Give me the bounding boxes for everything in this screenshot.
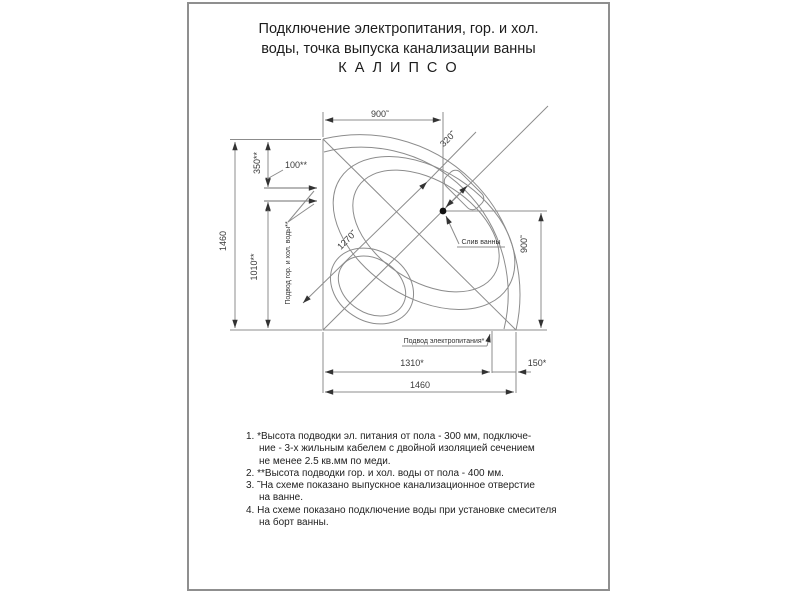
dim-text-left-total: 1460 <box>218 230 228 252</box>
seat-outer-outline <box>316 233 428 340</box>
title-line-2: воды, точка выпуска канализации ванны <box>261 40 536 57</box>
tub-axis-diagonal <box>323 106 548 330</box>
note-line: на борт ванны. <box>259 517 329 529</box>
note-line: 2. **Высота подводки гор. и хол. воды от пола - 400 мм. <box>246 467 504 479</box>
dim-line-1270 <box>303 182 427 303</box>
note-line: 4. На схеме показано подключение воды при установке смесителя <box>246 504 557 516</box>
power-supply-label: Подвод электропитания* <box>403 338 485 345</box>
water-supply-label: Подвод гор. и хол. воды** <box>285 221 292 305</box>
water-supply-group <box>264 188 317 222</box>
dim-text-right-height: 900˜ <box>519 234 529 254</box>
note-line: не менее 2.5 кв.мм по меди. <box>259 455 391 467</box>
dim-text-water-from-top: 350** <box>252 151 262 175</box>
bathtub-outline <box>305 106 548 341</box>
note-line: ние - 3-х жильным кабелем с двойной изоляцией сечением <box>259 443 535 455</box>
dim-text-top-width: 900˜ <box>370 109 390 119</box>
title-line-1: Подключение электропитания, гор. и хол. <box>258 21 539 37</box>
note-line: на ванне. <box>259 492 304 504</box>
dim-text-bottom-total: 1460 <box>409 380 431 390</box>
power-leader-arrow <box>487 334 490 346</box>
dimension-texts <box>218 109 547 390</box>
dim-text-rim-to-drain: 320˜ <box>437 128 458 149</box>
drain-leader <box>446 216 459 244</box>
leader-100 <box>267 170 283 179</box>
dim-text-water-from-bottom: 1010** <box>249 253 259 281</box>
drain-label: Слив ванны <box>461 239 501 246</box>
bowl-inner-ellipse <box>331 145 521 317</box>
dim-text-water-gap: 100** <box>284 160 308 170</box>
dim-text-power-from-corner: 150* <box>527 358 547 368</box>
dim-text-power-offset: 1310* <box>400 358 424 368</box>
dimension-lines <box>235 120 541 392</box>
drain-point <box>440 208 447 215</box>
installation-notes <box>246 431 576 529</box>
note-line: 1. *Высота подводки эл. питания от пола - 300 мм, подключе- <box>246 431 532 442</box>
seat-inner-outline <box>327 244 417 329</box>
note-line: 3. ˜На схеме показано выпускное канализационное отверстие <box>246 480 535 492</box>
bathtub-model-name: К А Л И П С О <box>338 60 459 76</box>
dim-text-bowl-diagonal: 1270˜ <box>335 228 359 252</box>
